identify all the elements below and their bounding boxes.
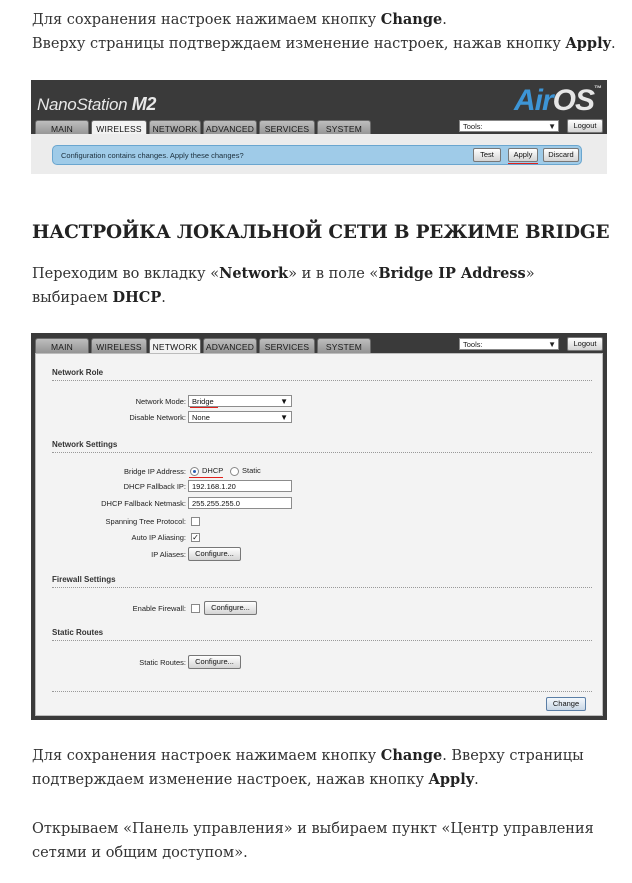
dhcp-option-label: DHCP xyxy=(202,466,224,475)
notice-text: Configuration contains changes. Apply these changes? xyxy=(61,151,244,160)
disable-network-label: Disable Network: xyxy=(129,413,186,422)
ip-aliases-label: IP Aliases: xyxy=(151,550,186,559)
airos-logo: AirOS™ xyxy=(513,84,601,117)
dhcp-radio[interactable] xyxy=(190,467,199,476)
outro-paragraph-2: Открываем «Панель управления» и выбираем пункт «Центр управления сетями и общим доступом». xyxy=(32,821,594,861)
intro-text: Вверху страницы подтверждаем изменение настроек, нажав кнопку xyxy=(32,36,566,52)
tab-network[interactable]: NETWORK xyxy=(149,338,201,356)
tab-services[interactable]: SERVICES xyxy=(259,120,315,137)
apply-changes-notice xyxy=(52,145,582,165)
intro-text: . xyxy=(611,36,616,52)
firewall-configure-button[interactable]: Configure... xyxy=(204,601,257,615)
divider xyxy=(52,691,592,692)
chevron-down-icon: ▼ xyxy=(280,397,288,406)
discard-button[interactable]: Discard xyxy=(543,148,579,162)
bridge-ip-label: Bridge IP Address: xyxy=(124,467,186,476)
tab-main[interactable]: MAIN xyxy=(35,338,89,355)
network-mode-label: Network Mode: xyxy=(135,397,186,406)
divider xyxy=(52,380,592,381)
chevron-down-icon: ▼ xyxy=(548,122,556,131)
intro-paragraph xyxy=(32,8,622,56)
firewall-checkbox[interactable] xyxy=(191,604,200,613)
network-settings-title: Network Settings xyxy=(52,440,118,449)
tab-network[interactable]: NETWORK xyxy=(149,120,201,137)
intro-text: Для сохранения настроек нажимаем кнопку xyxy=(32,12,381,28)
static-option-label: Static xyxy=(242,466,261,475)
tab-advanced[interactable]: ADVANCED xyxy=(203,120,257,137)
dhcp-underline xyxy=(189,477,223,478)
divider xyxy=(52,587,592,588)
static-routes-label: Static Routes: xyxy=(139,658,186,667)
tab-system[interactable]: SYSTEM xyxy=(317,338,371,355)
logout-button[interactable]: Logout xyxy=(567,337,603,351)
auto-ip-checkbox[interactable]: ✓ xyxy=(192,533,199,542)
change-button[interactable]: Change xyxy=(546,697,586,711)
section-heading: НАСТРОЙКА ЛОКАЛЬНОЙ СЕТИ В РЕЖИМЕ BRIDGE xyxy=(32,222,610,243)
apply-underline xyxy=(508,163,538,164)
network-tab-screenshot xyxy=(31,333,607,720)
firewall-title: Firewall Settings xyxy=(52,575,116,584)
network-settings-panel xyxy=(35,353,603,716)
logout-button[interactable]: Logout xyxy=(567,119,603,133)
fallback-netmask-label: DHCP Fallback Netmask: xyxy=(101,499,186,508)
static-radio[interactable] xyxy=(230,467,239,476)
ip-aliases-configure-button[interactable]: Configure... xyxy=(188,547,241,561)
network-instruction: Переходим во вкладку «Network» и в поле «Bridge IP Address» выбираем DHCP. xyxy=(32,265,535,306)
intro-text: . xyxy=(442,12,447,28)
tools-select[interactable]: Tools: ▼ xyxy=(459,338,559,350)
disable-network-select[interactable]: None ▼ xyxy=(188,411,292,423)
static-routes-title: Static Routes xyxy=(52,628,104,637)
tools-select[interactable]: Tools: ▼ xyxy=(459,120,559,132)
tab-wireless[interactable]: WIRELESS xyxy=(91,338,147,355)
chevron-down-icon: ▼ xyxy=(548,340,556,349)
fallback-ip-label: DHCP Fallback IP: xyxy=(123,482,186,491)
bridge-underline xyxy=(190,407,218,408)
test-button[interactable]: Test xyxy=(473,148,501,162)
chevron-down-icon: ▼ xyxy=(280,413,288,422)
tab-system[interactable]: SYSTEM xyxy=(317,120,371,137)
stp-label: Spanning Tree Protocol: xyxy=(105,517,186,526)
tab-services[interactable]: SERVICES xyxy=(259,338,315,355)
tab-main[interactable]: MAIN xyxy=(35,120,89,137)
stp-checkbox[interactable] xyxy=(191,517,200,526)
intro-bold-change: Change xyxy=(380,11,443,28)
divider xyxy=(52,640,592,641)
outro-paragraph-1: Для сохранения настроек нажимаем кнопку Change. Вверху страницы подтверждаем изменение настроек, нажав кнопку Apply. xyxy=(32,747,584,788)
static-routes-configure-button[interactable]: Configure... xyxy=(188,655,241,669)
auto-ip-label: Auto IP Aliasing: xyxy=(131,533,186,542)
fallback-ip-input[interactable]: 192.168.1.20 xyxy=(188,480,292,492)
tab-wireless[interactable]: WIRELESS xyxy=(91,120,147,138)
fallback-netmask-input[interactable]: 255.255.255.0 xyxy=(188,497,292,509)
enable-firewall-label: Enable Firewall: xyxy=(132,604,186,613)
airos-header-screenshot xyxy=(31,80,607,174)
tab-advanced[interactable]: ADVANCED xyxy=(203,338,257,355)
intro-bold-apply: Apply xyxy=(565,35,612,52)
network-role-title: Network Role xyxy=(52,368,104,377)
apply-button[interactable]: Apply xyxy=(508,148,538,162)
divider xyxy=(52,452,592,453)
nanostation-logo: NanoStation M2 xyxy=(37,94,157,114)
network-mode-select[interactable]: Bridge ▼ xyxy=(188,395,292,407)
